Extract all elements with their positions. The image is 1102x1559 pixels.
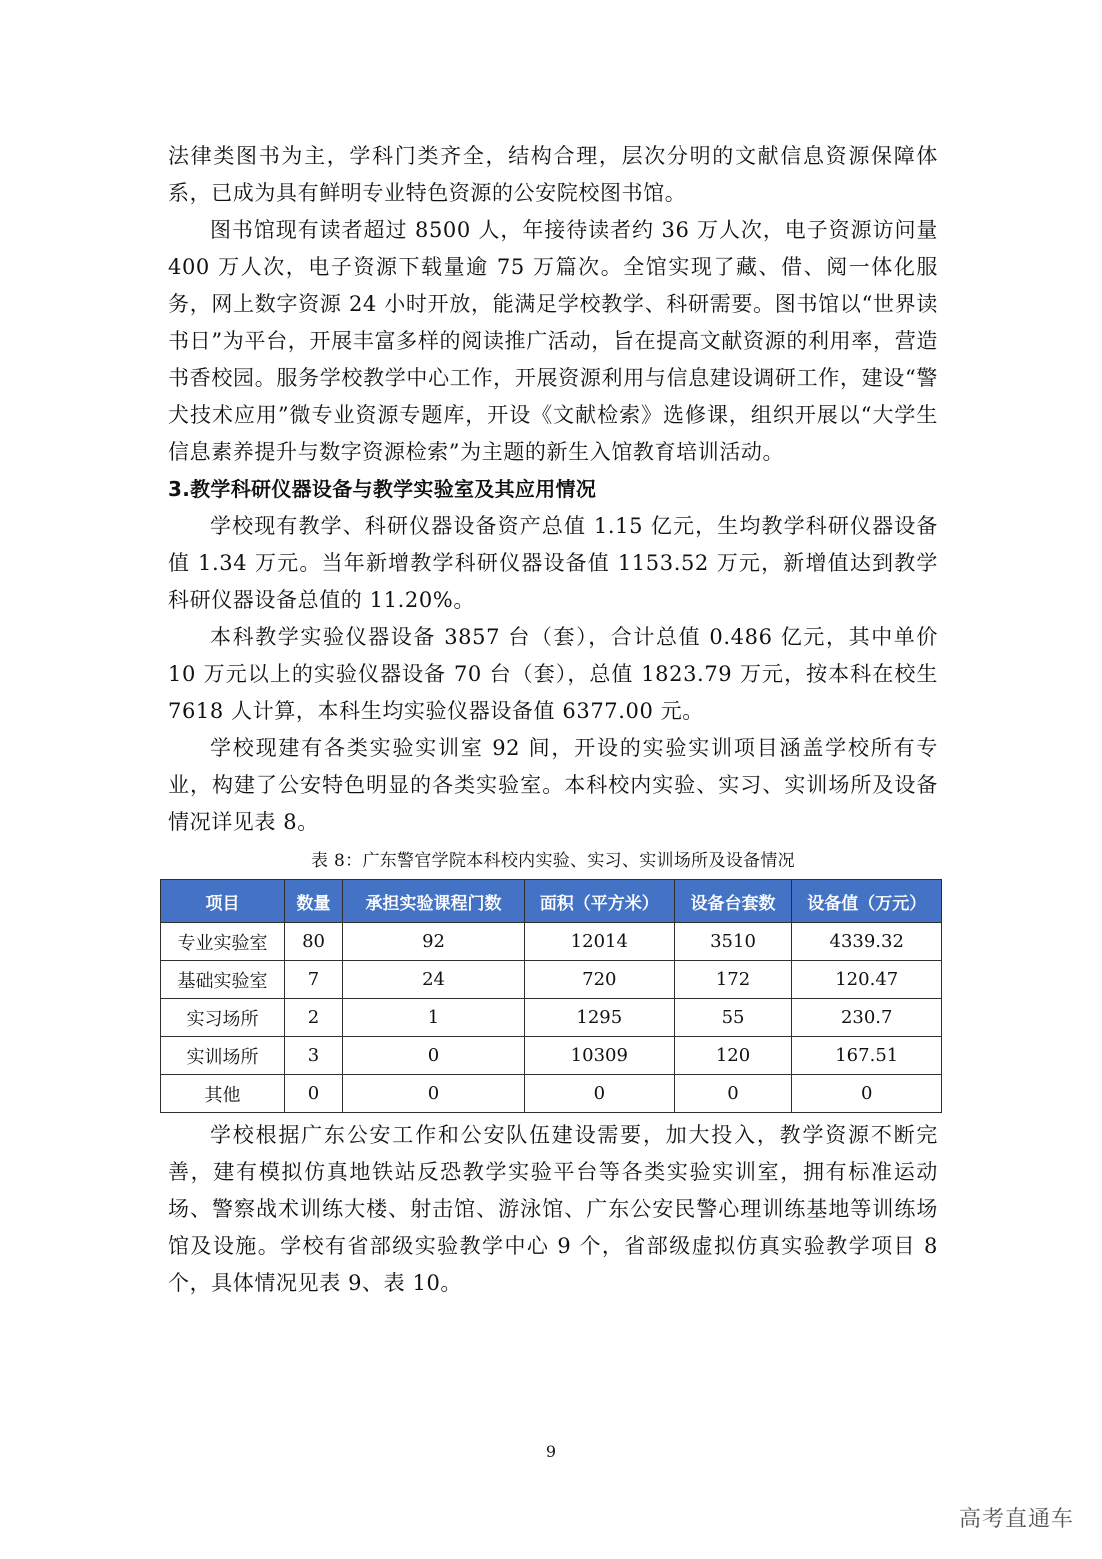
header-cell-count: 数量 bbox=[285, 880, 343, 923]
table-cell: 0 bbox=[792, 1075, 942, 1113]
table-cell: 0 bbox=[285, 1075, 343, 1113]
table-row bbox=[161, 999, 942, 1037]
paragraph-library-scope: 法律类图书为主，学科门类齐全，结构合理，层次分明的文献信息资源保障体系，已成为具有鲜明专业特色资源的公安院校图书馆。 bbox=[168, 144, 938, 205]
header-cell-equipment-sets: 设备台套数 bbox=[674, 880, 792, 923]
table-cell: 120.47 bbox=[792, 961, 942, 999]
table-cell: 1 bbox=[343, 999, 525, 1037]
table-header-row bbox=[161, 880, 942, 923]
header-cell-equipment-value: 设备值（万元） bbox=[792, 880, 942, 923]
page-content bbox=[168, 138, 938, 1302]
table-cell: 92 bbox=[343, 923, 525, 961]
table-cell: 0 bbox=[343, 1075, 525, 1113]
table-row bbox=[161, 1037, 942, 1075]
header-cell-courses: 承担实验课程门数 bbox=[343, 880, 525, 923]
header-cell-item: 项目 bbox=[161, 880, 285, 923]
paragraph-equipment-value: 学校现有教学、科研仪器设备资产总值 1.15 亿元，生均教学科研仪器设备值 1.34 万元。当年新增教学科研仪器设备值 1153.52 万元，新增值达到教学科研仪器设备总值的 11.20%。 bbox=[168, 514, 938, 612]
page-number: 9 bbox=[545, 1442, 557, 1461]
table-cell: 2 bbox=[285, 999, 343, 1037]
table-cell: 1295 bbox=[525, 999, 675, 1037]
paragraph-library-readers: 图书馆现有读者超过 8500 人，年接待读者约 36 万人次，电子资源访问量 400 万人次，电子资源下载量逾 75 万篇次。全馆实现了藏、借、阅一体化服务，网上数字资源 24 小时开放，能满足学校教学、科研需要。图书馆以“世界读书日”为平台，开展丰富多样的阅读推广活动，旨在提高文献资源的利用率，营造书香校园。服务学校教学中心工作，开展资源利用与信息建设调研工作，建设“警犬技术应用”微专业资源专题库，开设《文献检索》选修课，组织开展以“大学生信息素养提升与数字资源检索”为主题的新生入馆教育培训活动。 bbox=[168, 218, 938, 464]
table-cell: 12014 bbox=[525, 923, 675, 961]
table-row bbox=[161, 923, 942, 961]
table-cell: 230.7 bbox=[792, 999, 942, 1037]
table-cell: 专业实验室 bbox=[161, 923, 285, 961]
table-cell: 24 bbox=[343, 961, 525, 999]
table-cell: 167.51 bbox=[792, 1037, 942, 1075]
table-cell: 120 bbox=[674, 1037, 792, 1075]
paragraph-lab-rooms: 学校现建有各类实验实训室 92 间，开设的实验实训项目涵盖学校所有专业，构建了公安特色明显的各类实验室。本科校内实验、实习、实训场所及设备情况详见表 8。 bbox=[168, 736, 938, 834]
table-cell: 10309 bbox=[525, 1037, 675, 1075]
paragraph-training-facilities: 学校根据广东公安工作和公安队伍建设需要，加大投入，教学资源不断完善，建有模拟仿真地铁站反恐教学实验平台等各类实验实训室，拥有标准运动场、警察战术训练大楼、射击馆、游泳馆、广东公安民警心理训练基地等训练场馆及设施。学校有省部级实验教学中心 9 个，省部级虚拟仿真实验教学项目 8 个，具体情况见表 9、表 10。 bbox=[168, 1123, 938, 1295]
table-cell: 55 bbox=[674, 999, 792, 1037]
table-cell: 0 bbox=[674, 1075, 792, 1113]
table-cell: 其他 bbox=[161, 1075, 285, 1113]
table-cell: 7 bbox=[285, 961, 343, 999]
table-row bbox=[161, 961, 942, 999]
table-cell: 实习场所 bbox=[161, 999, 285, 1037]
table-cell: 实训场所 bbox=[161, 1037, 285, 1075]
table-cell: 0 bbox=[525, 1075, 675, 1113]
table-cell: 80 bbox=[285, 923, 343, 961]
header-cell-area: 面积（平方米） bbox=[525, 880, 675, 923]
table-cell: 172 bbox=[674, 961, 792, 999]
table-row bbox=[161, 1075, 942, 1113]
table-caption: 表 8：广东警官学院本科校内实验、实习、实训场所及设备情况 bbox=[311, 851, 795, 871]
table-cell: 720 bbox=[525, 961, 675, 999]
table-cell: 0 bbox=[343, 1037, 525, 1075]
facilities-table bbox=[160, 879, 942, 1113]
watermark-text: 高考直通车 bbox=[958, 1507, 1074, 1532]
table-cell: 4339.32 bbox=[792, 923, 942, 961]
table-cell: 3510 bbox=[674, 923, 792, 961]
table-cell: 基础实验室 bbox=[161, 961, 285, 999]
table-cell: 3 bbox=[285, 1037, 343, 1075]
paragraph-lab-equipment: 本科教学实验仪器设备 3857 台（套），合计总值 0.486 亿元，其中单价 10 万元以上的实验仪器设备 70 台（套），总值 1823.79 万元，按本科在校生 7618 人计算，本科生均实验仪器设备值 6377.00 元。 bbox=[168, 625, 938, 723]
section-heading: 3.教学科研仪器设备与教学实验室及其应用情况 bbox=[168, 477, 597, 501]
